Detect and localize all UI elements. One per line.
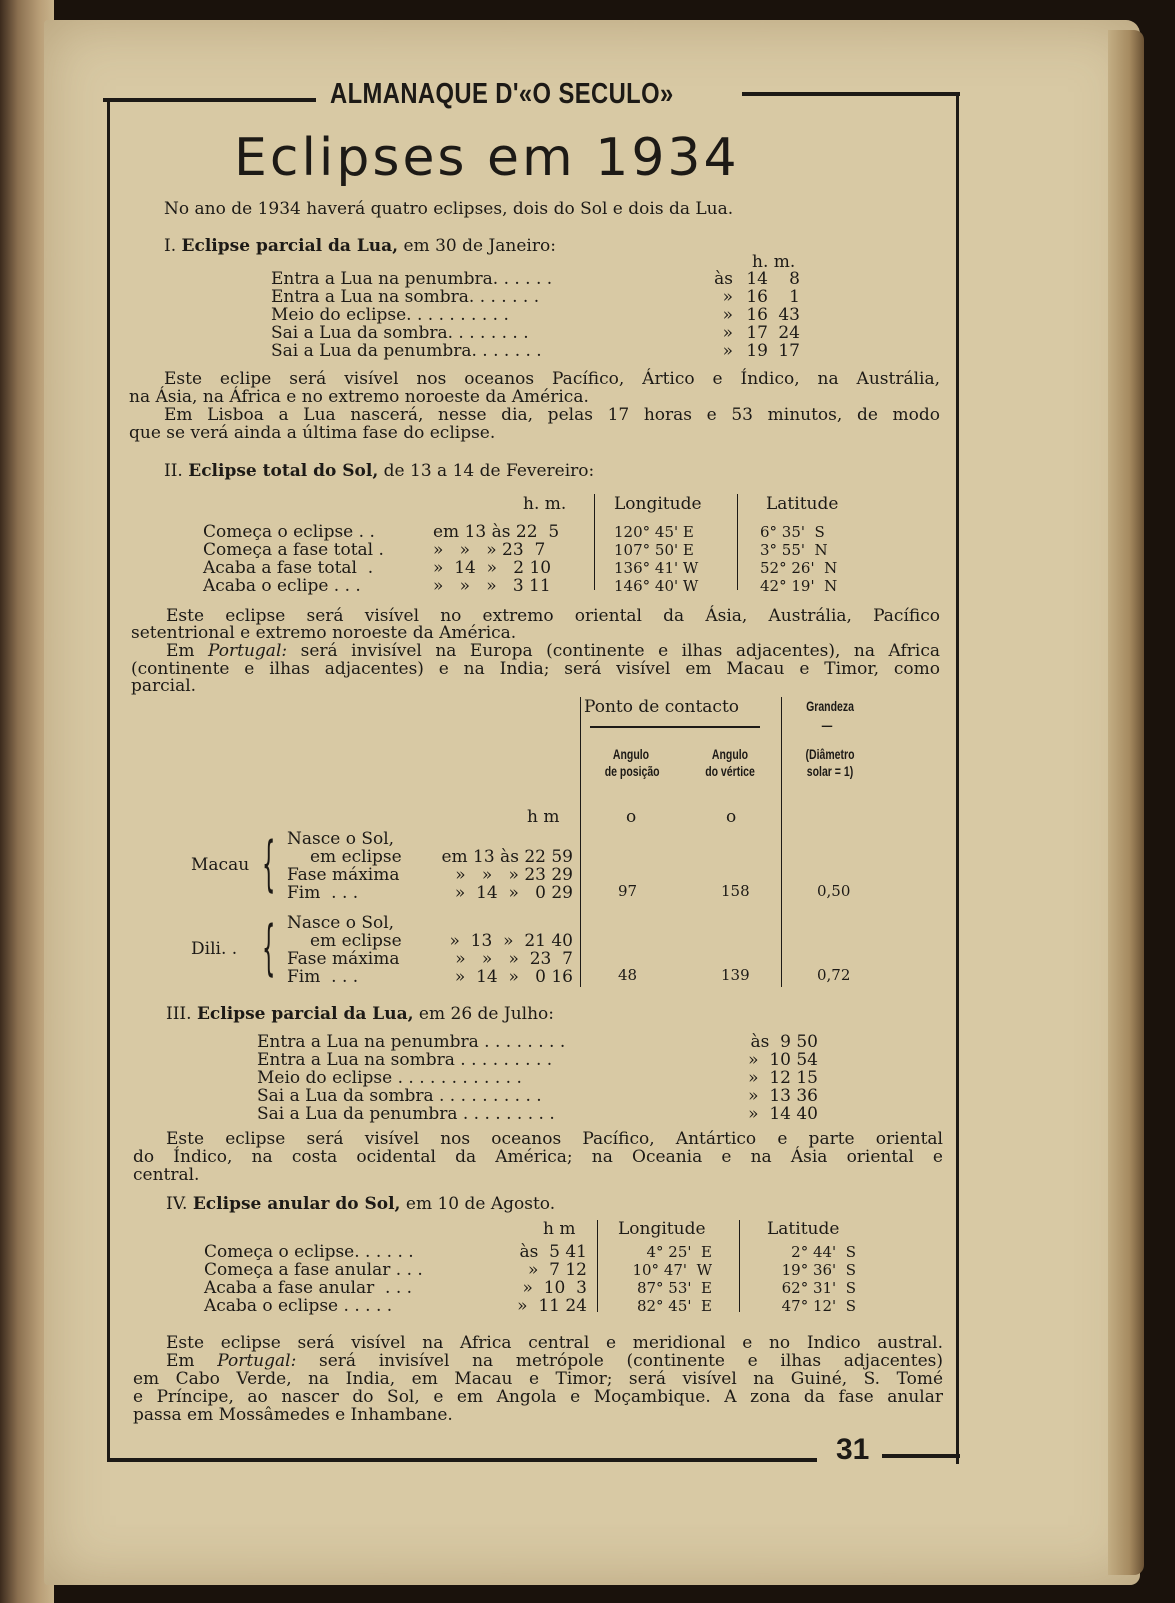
place-vert: 158	[721, 882, 750, 900]
eclipse4-row-long: 4° 25' E	[646, 1243, 712, 1261]
eclipse2-col-hm: h. m.	[523, 494, 567, 514]
eclipse1-row-label: Entra a Lua na penumbra. . . . . .	[271, 269, 553, 289]
eclipse2-portugal-line: (continente e ilhas adjacentes) e na India; será visível em Macau e Timor, como	[131, 659, 940, 679]
eclipse1-col-head: h. m.	[752, 252, 796, 272]
eclipse4-portugal-line	[166, 1352, 943, 1370]
eclipse1-row-prefix: »	[722, 287, 733, 307]
eclipse2-row-label: Acaba o eclipe . . .	[203, 576, 361, 596]
place-line-label: Fase máxima	[287, 865, 400, 885]
eclipse3-row-label: Sai a Lua da sombra . . . . . . . . . .	[257, 1086, 542, 1106]
eclipse2-date: de 13 a 14 de Fevereiro:	[383, 461, 595, 481]
eclipse3-row-label: Entra a Lua na penumbra . . . . . . . .	[257, 1032, 566, 1052]
eclipse4-row-label: Acaba a fase anular . . .	[204, 1278, 413, 1298]
place-name: Macau	[191, 855, 250, 875]
place-line-when: » » » 23 7	[455, 949, 573, 969]
eclipse2-portugal-pre: Em	[166, 641, 195, 661]
eclipse2-divider-1	[594, 494, 595, 590]
eclipse2-divider-2	[737, 494, 738, 590]
eclipse3-row-time: » 12 15	[748, 1068, 818, 1088]
eclipse4-row-label: Começa a fase anular . . .	[204, 1260, 423, 1280]
eclipse1-num: I.	[164, 236, 177, 256]
eclipse2-note-line: Este eclipse será visível no extremo oriental da Ásia, Austrália, Pacífico	[166, 606, 940, 626]
eclipse1-row-prefix: »	[722, 323, 733, 343]
page-number: 31	[836, 1433, 870, 1466]
eclipse1-row-m: 1	[789, 287, 800, 307]
eclipse4-row-lat: 19° 36' S	[781, 1261, 856, 1279]
eclipse3-num: III.	[166, 1004, 192, 1024]
place-line-label: Nasce o Sol,	[287, 829, 395, 849]
contact-head: Ponto de contacto	[584, 697, 740, 717]
place-brace: {	[262, 829, 276, 899]
eclipse2-num: II.	[164, 461, 183, 481]
eclipse1-row-m: 24	[778, 323, 800, 343]
eclipse1-row-prefix: às	[714, 269, 733, 289]
eclipse2-row-when: » 14 » 2 10	[433, 558, 552, 578]
place-line-when: » » » 23 29	[455, 865, 573, 885]
frame-right	[956, 94, 959, 1464]
eclipse4-note-line: Este eclipse será visível na Africa central e meridional e no Indico austral.	[166, 1333, 943, 1353]
eclipse4-col-long: Longitude	[618, 1219, 706, 1239]
eclipse1-note-line: na Ásia, na África e no extremo noroeste da América.	[129, 387, 589, 407]
eclipse4-row-label: Acaba o eclipse . . . . .	[204, 1296, 393, 1316]
eclipse4-row-time: » 10 3	[522, 1278, 587, 1298]
eclipse1-row-label: Meio do eclipse. . . . . . . . . .	[271, 305, 509, 325]
eclipse1-row-label: Sai a Lua da penumbra. . . . . . .	[271, 341, 542, 361]
contact-brace	[590, 726, 760, 728]
eclipse4-title: Eclipse anular do Sol,	[192, 1194, 401, 1214]
eclipse2-row-lat: 6° 35' S	[760, 523, 825, 541]
place-line-label: em eclipse	[310, 931, 402, 951]
unit-deg2: o	[726, 807, 737, 827]
eclipse2-row-label: Começa a fase total .	[203, 540, 384, 560]
eclipse1-row-prefix: »	[722, 305, 733, 325]
eclipse4-row-time: às 5 41	[519, 1242, 587, 1262]
place-line-when: em 13 às 22 59	[441, 847, 573, 867]
angulo-pos-2: de posição	[604, 763, 660, 779]
eclipse3-row-label: Entra a Lua na sombra . . . . . . . . .	[257, 1050, 553, 1070]
place-name: Dili. .	[191, 939, 238, 959]
place-brace: {	[262, 913, 276, 983]
unit-hm: h m	[527, 807, 560, 827]
eclipse4-col-hm: h m	[543, 1219, 576, 1239]
eclipse1-row-h: 16	[746, 305, 768, 325]
eclipse1-row-prefix: »	[722, 341, 733, 361]
angulo-vert-1: Angulo	[711, 746, 749, 762]
running-title: ALMANAQUE D'«O SECULO»	[330, 78, 674, 110]
eclipse2-portugal-word: Portugal:	[208, 641, 288, 661]
place-vert: 139	[721, 966, 750, 984]
eclipse2-portugal-line	[166, 642, 940, 660]
eclipse1-row-label: Sai a Lua da sombra. . . . . . . .	[271, 323, 529, 343]
angulo-vert-2: do vértice	[705, 763, 755, 779]
eclipse2-portugal-text: será invisível na Europa (continente e ilhas adjacentes), na Africa	[300, 641, 940, 661]
eclipse4-row-time: » 7 12	[527, 1260, 587, 1280]
eclipse2-col-long: Longitude	[614, 494, 702, 514]
eclipse4-portugal-text: será invisível na metrópole (continente e ilhas adjacentes)	[318, 1351, 943, 1371]
eclipse1-row-label: Entra a Lua na sombra. . . . . . .	[271, 287, 540, 307]
eclipse2-row-long: 120° 45' E	[614, 523, 694, 541]
place-line-label: em eclipse	[310, 847, 402, 867]
eclipse2-row-lat: 42° 19' N	[760, 577, 838, 595]
place-line-when: » 14 » 0 16	[454, 967, 573, 987]
eclipse4-row-long: 82° 45' E	[636, 1297, 712, 1315]
eclipse1-row-h: 19	[746, 341, 768, 361]
eclipse1-row-m: 17	[778, 341, 800, 361]
eclipse3-row-time: às 9 50	[750, 1032, 818, 1052]
place-line-when: » 13 » 21 40	[449, 931, 573, 951]
eclipse2-row-long: 107° 50' E	[614, 541, 694, 559]
eclipse1-row-h: 16	[746, 287, 768, 307]
unit-deg1: o	[626, 807, 637, 827]
eclipse3-heading	[166, 1005, 554, 1023]
place-pos: 97	[618, 882, 638, 900]
eclipse2-row-lat: 52° 26' N	[760, 559, 838, 577]
eclipse2-row-long: 146° 40' W	[614, 577, 699, 595]
eclipse4-date: em 10 de Agosto.	[405, 1194, 556, 1214]
page-title: Eclipses em 1934	[234, 128, 740, 188]
eclipse4-row-long: 10° 47' W	[632, 1261, 712, 1279]
contact-divider-right	[781, 697, 782, 987]
eclipse4-heading	[166, 1195, 555, 1213]
place-line-when: » 14 » 0 29	[454, 883, 573, 903]
place-grand: 0,50	[817, 882, 851, 900]
eclipse1-row-m: 43	[778, 305, 800, 325]
eclipse3-title: Eclipse parcial da Lua,	[196, 1004, 414, 1024]
place-grand: 0,72	[817, 966, 851, 984]
frame-top-left	[103, 98, 316, 102]
eclipse1-title: Eclipse parcial da Lua,	[181, 236, 399, 256]
eclipse3-note-line: Este eclipse será visível nos oceanos Pacífico, Antártico e parte oriental	[166, 1129, 943, 1149]
eclipse2-row-when: » » » 23 7	[433, 540, 546, 560]
grandeza-head: Grandeza	[806, 698, 854, 714]
page-edge	[1108, 30, 1144, 1575]
eclipse4-portugal-pre: Em	[166, 1351, 195, 1371]
eclipse3-row-time: » 14 40	[748, 1104, 818, 1124]
place-line-label: Fim . . .	[287, 967, 359, 987]
frame-bottom-left	[107, 1458, 817, 1462]
eclipse4-portugal-line: em Cabo Verde, na India, em Macau e Timor; será visível na Guiné, S. Tomé	[133, 1369, 943, 1389]
eclipse3-note-line: central.	[133, 1165, 200, 1185]
eclipse2-heading	[164, 462, 594, 480]
diametro-1: (Diâmetro	[805, 746, 855, 762]
eclipse3-row-label: Meio do eclipse . . . . . . . . . . . .	[257, 1068, 522, 1088]
eclipse1-date: em 30 de Janeiro:	[403, 236, 556, 256]
eclipse2-row-when: » » » 3 11	[433, 576, 551, 596]
eclipse1-note-line: Este eclipe será visível nos oceanos Pacífico, Ártico e Índico, na Austrália,	[164, 369, 940, 389]
eclipse3-row-time: » 10 54	[748, 1050, 818, 1070]
eclipse1-note-line: que se verá ainda a última fase do eclipse.	[129, 423, 496, 443]
eclipse4-row-lat: 47° 12' S	[781, 1297, 856, 1315]
eclipse1-row-h: 17	[746, 323, 768, 343]
frame-left	[107, 100, 110, 1460]
eclipse2-row-label: Acaba a fase total .	[203, 558, 374, 578]
contact-divider-left	[580, 697, 581, 987]
eclipse4-row-long: 87° 53' E	[636, 1279, 712, 1297]
eclipse1-heading	[164, 237, 556, 255]
eclipse4-row-label: Começa o eclipse. . . . . .	[204, 1242, 414, 1262]
frame-bottom-right	[882, 1454, 960, 1458]
eclipse2-row-lat: 3° 55' N	[760, 541, 828, 559]
eclipse2-title: Eclipse total do Sol,	[188, 461, 379, 481]
place-line-label: Fase máxima	[287, 949, 400, 969]
eclipse2-col-lat: Latitude	[766, 494, 839, 514]
eclipse4-divider-1	[597, 1220, 598, 1312]
eclipse4-portugal-word: Portugal:	[217, 1351, 297, 1371]
eclipse3-date: em 26 de Julho:	[418, 1004, 555, 1024]
eclipse4-portugal-line: passa em Mossâmedes e Inhambane.	[133, 1405, 453, 1425]
grandeza-dash: —	[821, 717, 833, 733]
eclipse4-row-lat: 62° 31' S	[781, 1279, 856, 1297]
eclipse3-row-time: » 13 36	[748, 1086, 818, 1106]
eclipse1-row-h: 14	[746, 269, 768, 289]
eclipse4-row-lat: 2° 44' S	[791, 1243, 856, 1261]
eclipse4-portugal-line: e Príncipe, ao nascer do Sol, e em Angola e Moçambique. A zona da fase anular	[133, 1387, 943, 1407]
place-line-label: Nasce o Sol,	[287, 913, 395, 933]
eclipse2-row-when: em 13 às 22 5	[433, 522, 560, 542]
place-line-label: Fim . . .	[287, 883, 359, 903]
eclipse2-note-line: setentrional e extremo noroeste da América.	[131, 623, 517, 643]
frame-top-right	[742, 92, 960, 96]
eclipse1-row-m: 8	[789, 269, 800, 289]
eclipse4-divider-2	[739, 1220, 740, 1312]
eclipse4-num: IV.	[166, 1194, 188, 1214]
intro-text: No ano de 1934 haverá quatro eclipses, dois do Sol e dois da Lua.	[164, 199, 734, 219]
eclipse3-note-line: do Índico, na costa ocidental da América; na Oceania e na Ásia oriental e	[133, 1147, 943, 1167]
angulo-pos-1: Angulo	[612, 746, 650, 762]
diametro-2: solar = 1)	[806, 763, 854, 779]
eclipse1-note-line: Em Lisboa a Lua nascerá, nesse dia, pelas 17 horas e 53 minutos, de modo	[164, 405, 940, 425]
eclipse2-portugal-line: parcial.	[131, 676, 197, 696]
place-pos: 48	[618, 966, 638, 984]
eclipse4-col-lat: Latitude	[767, 1219, 840, 1239]
eclipse4-row-time: » 11 24	[517, 1296, 587, 1316]
eclipse3-row-label: Sai a Lua da penumbra . . . . . . . . .	[257, 1104, 555, 1124]
eclipse2-row-label: Começa o eclipse . .	[203, 522, 375, 542]
eclipse2-row-long: 136° 41' W	[614, 559, 699, 577]
